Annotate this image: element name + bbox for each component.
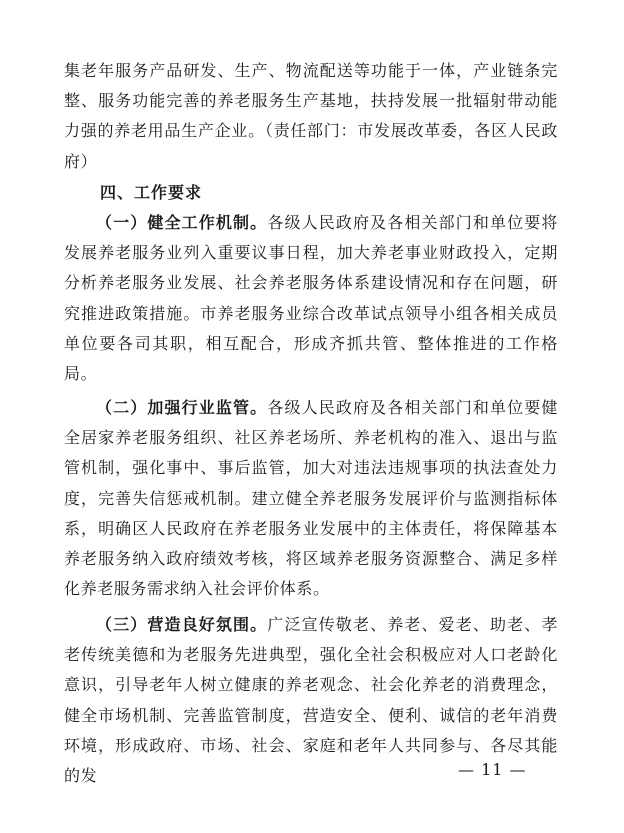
paragraph-lead: （一）健全工作机制。 — [96, 213, 268, 232]
section-heading: 四、工作要求 — [100, 183, 203, 202]
page-number: — 11 — — [458, 760, 527, 779]
paragraph-body: 广泛宣传敬老、养老、爱老、助老、孝老传统美德和为老服务先进典型，强化全社会积极应对人口老龄化意识，引导老年人树立健康的养老观念、社会化养老的消费理念，健全市场机制、完善监管制度，营造安全、便利、诚信的老年消费环境，形成政府、市场、社会、家庭和老年人共同参与、各尽其能的发 — [64, 615, 558, 786]
paragraph-lead: （二）加强行业监管。 — [96, 398, 268, 417]
paragraph-lead: （三）营造良好氛围。 — [96, 615, 268, 634]
paragraph-work-mechanism — [64, 208, 558, 389]
paragraph-industry-supervision — [64, 393, 558, 604]
paragraph-body: 各级人民政府及各相关部门和单位要健全居家养老服务组织、社区养老场所、养老机构的准入、退出与监管机制，强化事中、事后监管，加大对违法违规事项的执法查处力度，完善失信惩戒机制。建立健全养老服务发展评价与监测指标体系，明确区人民政府在养老服务业发展中的主体责任，将保障基本养老服务纳入政府绩效考核，将区域养老服务资源整合、满足多样化养老服务需求纳入社会评价体系。 — [64, 398, 558, 599]
intro-paragraph: 集老年服务产品研发、生产、物流配送等功能于一体，产业链条完整、服务功能完善的养老服务生产基地，扶持发展一批辐射带动能力强的养老用品生产企业。（责任部门：市发展改革委，各区人民政府） — [64, 61, 558, 171]
paragraph-body: 各级人民政府及各相关部门和单位要将发展养老服务业列入重要议事日程，加大养老事业财政投入，定期分析养老服务业发展、社会养老服务体系建设情况和存在问题，研究推进政策措施。市养老服务业综合改革试点领导小组各相关成员单位要各司其职，相互配合，形成齐抓共管、整体推进的工作格局。 — [64, 213, 558, 384]
